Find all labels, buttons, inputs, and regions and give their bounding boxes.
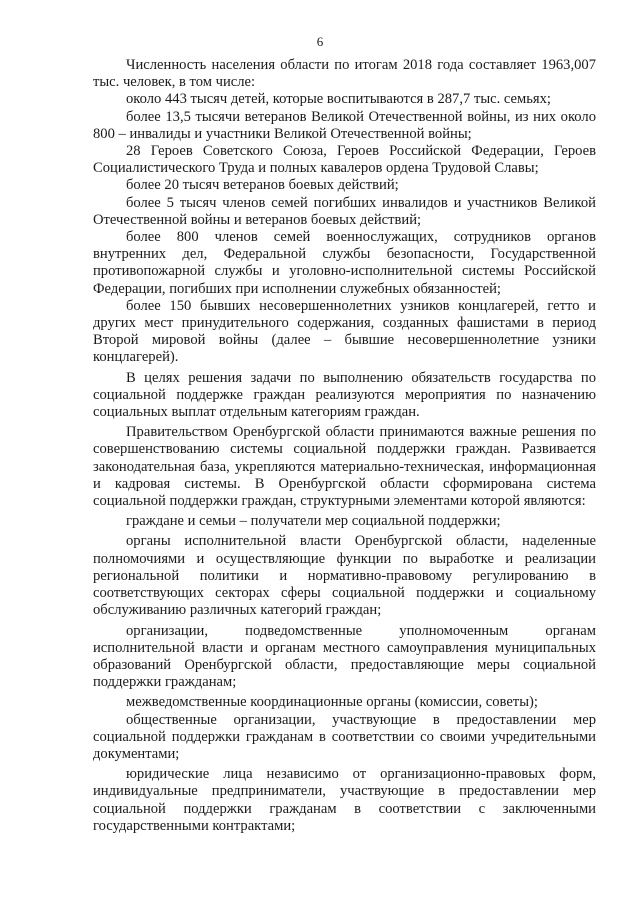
list-item-servicemen-families: более 800 членов семей военнослужащих, сотрудников органов внутренних дел, Федеральной службы безопасности, Государственной противопожарной службы и уголовно-исполнительной системы Российской Федерации, погибших при исполнении служебных обязанностей;	[93, 229, 596, 297]
paragraph-population: Численность населения области по итогам 2018 года составляет 1963,007 тыс. человек, в том числе:	[93, 57, 596, 91]
list-item-former-prisoners: более 150 бывших несовершеннолетних узников концлагерей, гетто и других мест принудительного содержания, созданных фашистами в период Второй мировой войны (далее – бывшие несовершеннолетние узники концлагерей).	[93, 297, 596, 366]
list-item-public-organizations: общественные организации, участвующие в предоставлении мер социальной поддержки гражданам в соответствии со своими учредительными документами;	[93, 711, 596, 762]
list-item-war-veterans: более 13,5 тысячи ветеранов Великой Отечественной войны, из них около 800 – инвалиды и участники Великой Отечественной войны;	[93, 108, 596, 142]
list-item-children: около 443 тысяч детей, которые воспитываются в 287,7 тыс. семьях;	[126, 91, 551, 108]
list-item-combat-veterans: более 20 тысяч ветеранов боевых действий;	[126, 177, 399, 194]
paragraph-social-payments: В целях решения задачи по выполнению обязательств государства по социальной поддержке граждан реализуются мероприятия по назначению социальных выплат отдельным категориям граждан.	[93, 369, 596, 421]
list-item-families-of-fallen: более 5 тысяч членов семей погибших инвалидов и участников Великой Отечественной войны и ветеранов боевых действий;	[93, 194, 596, 228]
paragraph-government-decisions: Правительством Оренбургской области принимаются важные решения по совершенствованию системы социальной поддержки граждан. Развивается законодательная база, укрепляются материально-техническая, информационная и кадровая системы. В Оренбургской области сформирована система социальной поддержки граждан, структурными элементами которой являются:	[93, 424, 596, 510]
document-body	[93, 57, 596, 835]
list-item-legal-entities: юридические лица независимо от организационно-правовых форм, индивидуальные предприниматели, участвующие в предоставлении мер социальной поддержки гражданам в соответствии с заключенными государственными контрактами;	[93, 766, 596, 834]
list-item-executive-bodies: органы исполнительной власти Оренбургской области, наделенные полномочиями и осуществляющие функции по выработке и реализации региональной политики и нормативно-правовому регулированию в соответствующих секторах сферы социальной поддержки и социальному обслуживанию различных категорий граждан;	[93, 533, 596, 619]
list-item-coordination-bodies: межведомственные координационные органы (комиссии, советы);	[126, 694, 538, 711]
list-item-heroes: 28 Героев Советского Союза, Героев Российской Федерации, Героев Социалистического Труда и полных кавалеров ордена Трудовой Славы;	[93, 143, 596, 177]
page-number: 6	[316, 34, 324, 49]
list-item-recipients: граждане и семьи – получатели мер социальной поддержки;	[126, 513, 501, 530]
list-item-subordinate-organizations: организации, подведомственные уполномоченным органам исполнительной власти и органам местного самоуправления муниципальных образований Оренбургской области, предоставляющие меры социальной поддержки гражданам;	[93, 622, 596, 691]
